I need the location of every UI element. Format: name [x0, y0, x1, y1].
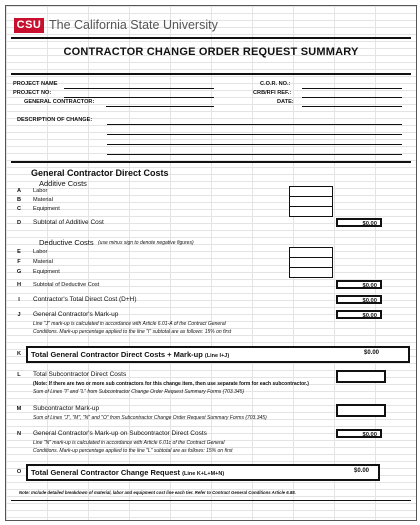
subtotal-deductive-value[interactable]: $0.00 — [336, 280, 382, 289]
row-letter-f: F — [17, 259, 21, 265]
gc-markup-note-1: Line "J" mark-up is calculated in accordance with Article 6.01-A of the Contract General — [33, 321, 226, 327]
description-line-4[interactable] — [107, 154, 402, 155]
gc-markup-value[interactable]: $0.00 — [336, 310, 382, 319]
title-divider — [11, 73, 411, 75]
row-letter-m: M — [16, 406, 22, 412]
gc-markup-sub-note-2: Conditions. Mark-up percentage applied to the line "L" subtotal are as follows: 15% on first — [33, 448, 233, 454]
total-direct-cost-value[interactable]: $0.00 — [336, 295, 382, 304]
sub-markup-label: Subcontractor Mark-up — [33, 405, 100, 412]
subtotal-additive-label: Subtotal of Additive Cost — [33, 219, 104, 226]
deductive-equipment-label: Equipment — [33, 269, 60, 275]
deductive-material-label: Material — [33, 259, 53, 265]
additive-equipment-input[interactable] — [289, 206, 333, 217]
footer-divider — [11, 500, 411, 501]
form-sheet — [5, 5, 417, 521]
page-title: CONTRACTOR CHANGE ORDER REQUEST SUMMARY — [63, 46, 359, 58]
row-letter-h: H — [16, 282, 22, 288]
row-letter-c: C — [16, 206, 22, 212]
row-letter-g: G — [16, 269, 22, 275]
total-direct-markup-value[interactable]: $0.00 — [363, 350, 379, 356]
deductive-costs-title: Deductive Costs — [39, 238, 94, 247]
total-direct-markup-title: Total General Contractor Direct Costs + Mark-up — [31, 350, 203, 359]
total-change-request-value[interactable]: $0.00 — [353, 468, 369, 474]
deductive-note: (use minus sign to denote negative figures) — [98, 240, 194, 246]
description-line-1[interactable] — [107, 124, 402, 125]
subtotal-deductive-label: Subtotal of Deductive Cost — [33, 282, 100, 288]
total-change-request-title: Total General Contractor Change Request — [31, 468, 181, 477]
project-no-field[interactable] — [64, 97, 214, 98]
description-label: DESCRIPTION OF CHANGE: — [17, 117, 93, 123]
gc-markup-note-2: Conditions. Mark-up percentage applied to the line "I" subtotal are as follows: 15% on first — [33, 329, 232, 335]
sub-direct-costs-note-1: (Note: If there are two or more sub contractors for this change item, then use separate form for each subcontractor.) — [33, 381, 309, 387]
subtotal-additive-value[interactable]: $0.00 — [336, 218, 382, 227]
project-name-field[interactable] — [64, 88, 214, 89]
row-letter-j: J — [17, 312, 21, 318]
gc-markup-sub-value[interactable]: $0.00 — [336, 429, 382, 438]
general-contractor-field[interactable] — [106, 106, 214, 107]
project-name-label: PROJECT NAME — [13, 81, 58, 87]
row-letter-i: I — [18, 297, 20, 303]
csu-logo: CSU — [14, 18, 44, 33]
gc-markup-sub-label: General Contractor's Mark-up on Subcontractor Direct Costs — [33, 430, 207, 437]
date-label: DATE: — [277, 99, 294, 105]
sub-direct-costs-input[interactable] — [336, 370, 386, 383]
sub-markup-note: Sum of Lines "J", "M", "N" and "O" from Subcontractor Change Order Request Summary Forms (703.345) — [33, 415, 267, 421]
row-letter-n: N — [16, 431, 22, 437]
date-field[interactable] — [302, 106, 402, 107]
project-no-label: PROJECT NO: — [13, 90, 52, 96]
sub-direct-costs-label: Total Subcontractor Direct Costs — [33, 371, 127, 378]
total-direct-cost-label: Contractor's Total Direct Cost (D+H) — [33, 296, 137, 303]
university-name: The California State University — [49, 18, 218, 32]
cor-no-label: C.O.R. NO.: — [260, 81, 291, 87]
footer-note: Note: Include detailed breakdown of material, labor and equipment cost line each tier. Refer to Contract General Conditions Article 6.88. — [19, 490, 296, 495]
crb-rfi-field[interactable] — [302, 97, 402, 98]
row-letter-o: O — [16, 469, 22, 475]
cor-no-field[interactable] — [302, 88, 402, 89]
row-letter-k: K — [16, 351, 22, 357]
general-contractor-label: GENERAL CONTRACTOR: — [24, 99, 95, 105]
additive-costs-title: Additive Costs — [39, 179, 87, 188]
description-line-2[interactable] — [107, 134, 402, 135]
total-direct-markup-formula: (Line I+J) — [204, 353, 230, 359]
sub-direct-costs-note-2: Sum of Lines "I" and "L" from Subcontractor Change Order Request Summary Forms (703.345) — [33, 389, 245, 395]
crb-rfi-label: CRB/RFI REF.: — [253, 90, 292, 96]
deductive-equipment-input[interactable] — [289, 267, 333, 278]
header-divider — [11, 37, 411, 39]
total-change-request-label — [31, 468, 224, 479]
row-letter-a: A — [16, 188, 22, 194]
additive-equipment-label: Equipment — [33, 206, 60, 212]
section-divider — [11, 161, 411, 163]
direct-costs-title: General Contractor Direct Costs — [31, 168, 169, 178]
additive-labor-label: Labor — [33, 188, 48, 194]
row-letter-b: B — [16, 197, 22, 203]
row-letter-l: L — [17, 372, 21, 378]
deductive-labor-label: Labor — [33, 249, 48, 255]
gc-markup-sub-note-1: Line "N" mark-up is calculated in accordance with Article 6.01c of the Contract General — [33, 440, 225, 446]
row-letter-d: D — [16, 220, 22, 226]
row-letter-e: E — [17, 249, 21, 255]
total-direct-markup-label — [31, 350, 229, 361]
additive-material-label: Material — [33, 197, 53, 203]
gc-markup-label: General Contractor's Mark-up — [33, 311, 119, 318]
total-change-request-formula: (Line K+L+M+N) — [182, 471, 225, 477]
sub-markup-input[interactable] — [336, 404, 386, 417]
description-line-3[interactable] — [107, 144, 402, 145]
